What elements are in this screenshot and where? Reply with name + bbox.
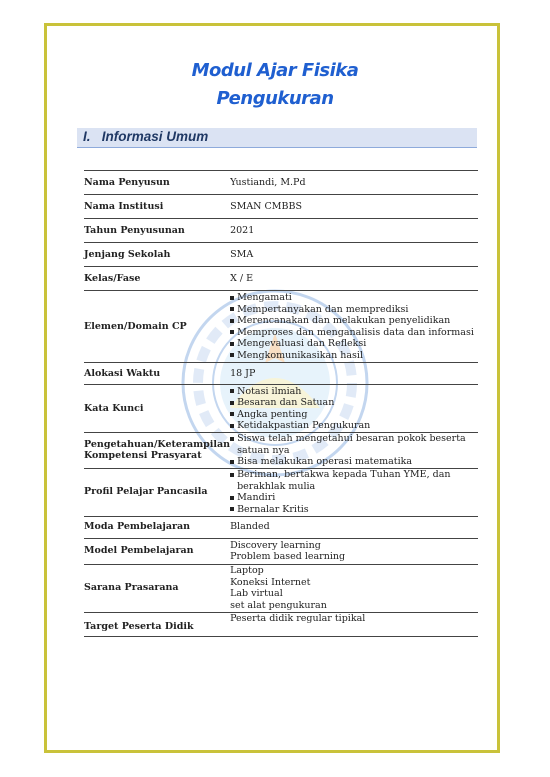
row-value <box>230 468 478 516</box>
list-item: Mengevaluasi dan Refleksi <box>230 338 478 350</box>
row-label: Nama Penyusun <box>84 171 230 195</box>
list-item: Notasi ilmiah <box>230 386 478 398</box>
section-header <box>77 128 477 148</box>
table-row <box>84 468 478 516</box>
row-value: Peserta didik regular tipikal <box>230 612 478 636</box>
row-label: Moda Pembelajaran <box>84 516 230 538</box>
document-subtitle: Pengukuran <box>216 88 334 109</box>
info-table <box>84 170 478 637</box>
row-value: X / E <box>230 267 478 291</box>
value-line: Problem based learning <box>230 551 346 562</box>
list-item: Mengamati <box>230 292 478 304</box>
row-label: Profil Pelajar Pancasila <box>84 468 230 516</box>
table-row <box>84 385 478 433</box>
table-row <box>84 516 478 538</box>
bullet-list <box>230 292 478 361</box>
row-label: Tahun Penyusunan <box>84 219 230 243</box>
bullet-list <box>230 386 478 432</box>
list-item: Beriman, bertakwa kepada Tuhan YME, dan berakhlak mulia <box>230 469 478 492</box>
list-item: Mandiri <box>230 492 478 504</box>
list-item: Besaran dan Satuan <box>230 397 478 409</box>
list-item: Mengkomunikasikan hasil <box>230 350 478 362</box>
section-number: I. <box>83 129 91 144</box>
bullet-list <box>230 469 478 515</box>
section-title <box>83 129 208 144</box>
row-value: 2021 <box>230 219 478 243</box>
row-value: SMA <box>230 243 478 267</box>
row-label: Sarana Prasarana <box>84 564 230 612</box>
row-label: Kelas/Fase <box>84 267 230 291</box>
value-line: Laptop <box>230 565 264 576</box>
row-value <box>230 538 478 564</box>
row-label: Target Peserta Didik <box>84 612 230 636</box>
value-line: Koneksi Internet <box>230 576 311 588</box>
list-item: Memproses dan menganalisis data dan informasi <box>230 327 478 339</box>
row-label-line: Kompetensi Prasyarat <box>84 450 202 462</box>
list-item: Angka penting <box>230 409 478 421</box>
value-line: Lab virtual <box>230 588 283 599</box>
row-label: Elemen/Domain CP <box>84 291 230 363</box>
list-item: Merencanakan dan melakukan penyelidikan <box>230 315 478 327</box>
table-row <box>84 219 478 243</box>
row-label: Nama Institusi <box>84 195 230 219</box>
row-value: Yustiandi, M.Pd <box>230 171 478 195</box>
list-item: Bernalar Kritis <box>230 504 478 516</box>
list-item: Bisa melakukan operasi matematika <box>230 456 478 468</box>
row-value <box>230 564 478 612</box>
row-label: Kata Kunci <box>84 385 230 433</box>
row-label: Jenjang Sekolah <box>84 243 230 267</box>
row-value <box>230 433 478 469</box>
value-line: Discovery learning <box>230 539 321 551</box>
row-label: Alokasi Waktu <box>84 363 230 385</box>
list-item: Mempertanyakan dan memprediksi <box>230 304 478 316</box>
table-row <box>84 171 478 195</box>
table-row <box>84 612 478 636</box>
value-line: set alat pengukuran <box>230 599 327 611</box>
row-value: 18 JP <box>230 363 478 385</box>
bullet-list <box>230 433 478 468</box>
document-title: Modul Ajar Fisika <box>191 60 359 81</box>
table-row <box>84 195 478 219</box>
list-item: Ketidakpastian Pengukuran <box>230 420 478 432</box>
row-value <box>230 385 478 433</box>
list-item: Siswa telah mengetahui besaran pokok beserta satuan nya <box>230 433 478 456</box>
table-row <box>84 267 478 291</box>
table-row <box>84 291 478 363</box>
row-label-line: Pengetahuan/Keterampilan <box>84 438 231 450</box>
table-row <box>84 433 478 469</box>
row-value: SMAN CMBBS <box>230 195 478 219</box>
table-row <box>84 538 478 564</box>
row-value: Blanded <box>230 516 478 538</box>
section-title-text: Informasi Umum <box>101 129 209 144</box>
row-label <box>84 433 230 469</box>
table-row <box>84 363 478 385</box>
row-label: Model Pembelajaran <box>84 538 230 564</box>
table-row <box>84 564 478 612</box>
table-row <box>84 243 478 267</box>
row-value <box>230 291 478 363</box>
